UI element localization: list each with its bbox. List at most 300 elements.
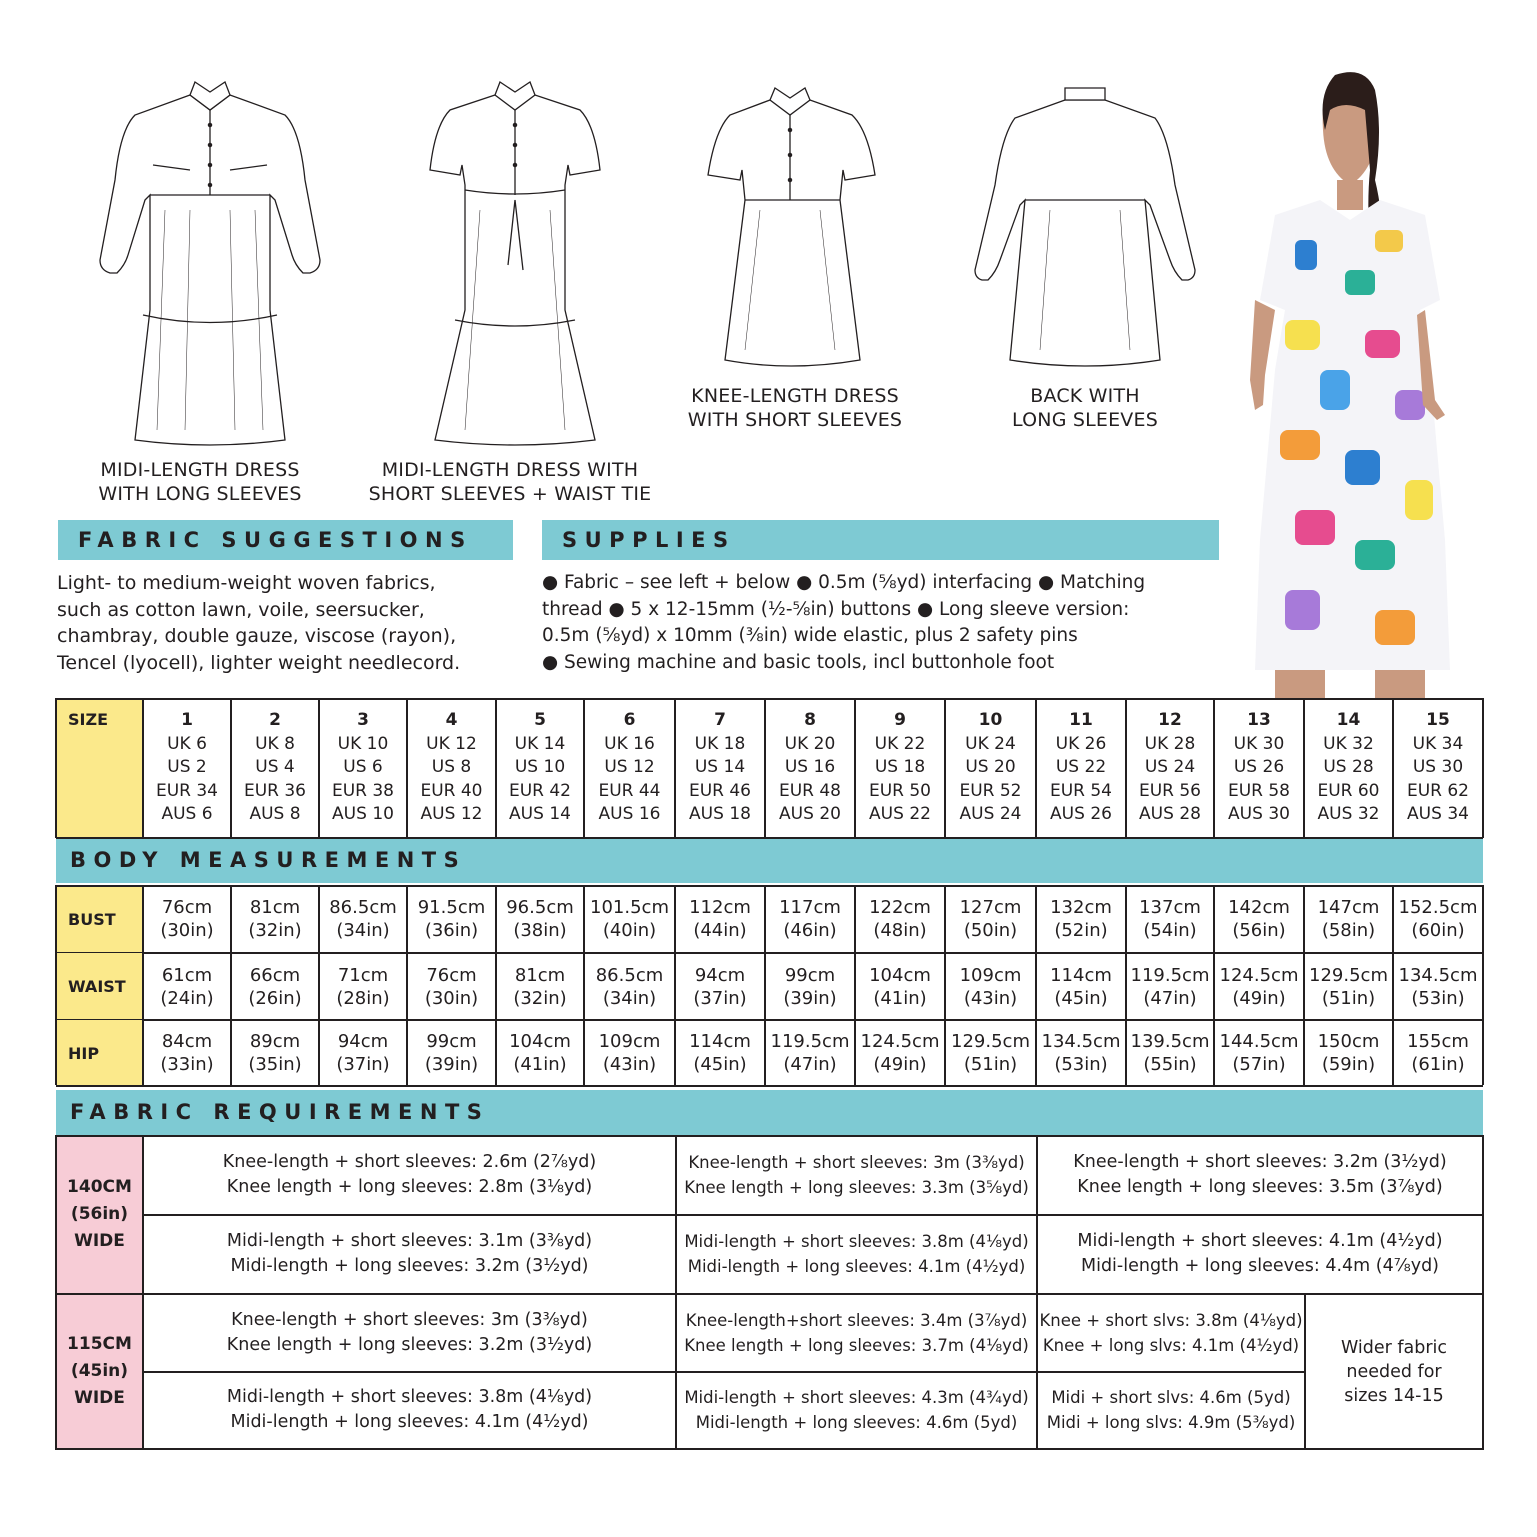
size-column-1	[143, 698, 231, 838]
cell-text: AUS 28	[1139, 804, 1201, 825]
size-column-15	[1393, 698, 1483, 838]
cell-text: Midi-length + short sleeves: 4.1m (4½yd)	[1077, 1230, 1443, 1251]
cell-text: Midi-length + long sleeves: 4.1m (4½yd)	[230, 1411, 589, 1432]
cell-text: EUR 60	[1317, 780, 1380, 801]
cell-text: 86.5cm	[595, 964, 664, 986]
measurement-cell	[1304, 1020, 1393, 1086]
cell-text: 99cm	[426, 1031, 477, 1052]
cell-text: AUS 34	[1407, 804, 1469, 825]
cell-text: EUR 48	[778, 780, 842, 801]
cell-text: 112cm	[689, 897, 751, 918]
table-rule	[56, 698, 1483, 700]
cell-text: 86.5cm	[329, 897, 397, 918]
requirement-cell	[143, 1371, 676, 1448]
table-rule	[56, 1135, 1483, 1137]
cell-text: 127cm	[959, 897, 1022, 918]
cell-text: EUR 42	[508, 780, 572, 801]
cell-text: (56in)	[1232, 920, 1286, 941]
table-rule	[318, 885, 320, 1085]
cell-text: Knee-length + short sleeves: 3.2m (3½yd)	[1073, 1151, 1447, 1172]
caption-back-long: BACK WITH LONG SLEEVES	[1012, 385, 1158, 431]
cell-text: Midi-length + short sleeves: 3.8m (4⅛yd)	[684, 1231, 1029, 1251]
table-rule	[55, 1135, 57, 1450]
cell-text: (51in)	[1321, 987, 1376, 1009]
cell-text: 134.5cm	[1041, 1031, 1121, 1052]
measurement-cell	[945, 953, 1036, 1020]
cell-text: 9	[894, 710, 906, 731]
cell-text: (55in)	[1143, 1054, 1197, 1075]
cell-text: US 6	[343, 757, 383, 778]
cell-text: US 12	[604, 757, 655, 778]
cell-text: (24in)	[160, 987, 214, 1009]
cell-text: EUR 46	[688, 780, 752, 801]
requirement-cell	[676, 1371, 1037, 1448]
cell-text: UK 6	[167, 733, 207, 754]
requirement-cell	[1037, 1371, 1305, 1448]
measurement-cell	[584, 953, 675, 1020]
cell-text: 101.5cm	[590, 897, 669, 918]
table-rule	[1482, 1135, 1484, 1450]
measurement-cell	[143, 1020, 231, 1086]
cell-text: UK 10	[337, 733, 389, 754]
table-rule	[142, 1135, 144, 1450]
table-rule	[56, 837, 1483, 839]
cell-text: 10	[978, 710, 1003, 731]
caption-knee-short: KNEE-LENGTH DRESS WITH SHORT SLEEVES	[687, 385, 903, 431]
cell-text: (43in)	[963, 987, 1018, 1009]
cell-text: (41in)	[513, 1054, 567, 1075]
cell-text: US 20	[965, 757, 1016, 778]
cell-text: 11	[1069, 710, 1093, 731]
table-rule	[854, 698, 856, 838]
cell-text: SIZE	[68, 710, 109, 729]
cell-text: (48in)	[873, 920, 927, 941]
cell-text: (34in)	[336, 920, 390, 941]
cell-text: (43in)	[602, 1054, 657, 1075]
cell-text: (49in)	[1232, 987, 1286, 1009]
measurement-cell	[231, 953, 319, 1020]
cell-text: 89cm	[249, 1031, 301, 1052]
cell-text: (41in)	[873, 987, 927, 1009]
cell-text: EUR 38	[331, 780, 395, 801]
measurement-cell	[231, 885, 319, 953]
requirement-cell	[143, 1135, 676, 1214]
cell-text: (51in)	[963, 1054, 1018, 1075]
table-rule	[944, 698, 946, 838]
size-column-9	[855, 698, 945, 838]
fabric-suggestions-text: Light- to medium-weight woven fabrics, such as cotton lawn, voile, seersucker, chambray, double gauze, viscose (rayon), Tencel (lyocell), lighter weight needlecord.	[57, 572, 461, 675]
cell-text: EUR 50	[868, 780, 932, 801]
cell-text: AUS 30	[1228, 804, 1290, 825]
measurement-cell	[855, 953, 945, 1020]
cell-text: 3	[357, 710, 369, 731]
cell-text: Midi-length + long sleeves: 3.2m (3½yd)	[230, 1255, 589, 1276]
cell-text: (32in)	[248, 920, 302, 941]
cell-text: 12	[1158, 710, 1182, 731]
cell-text: AUS 10	[332, 804, 394, 825]
measurement-cell	[1214, 885, 1304, 953]
cell-text: EUR 54	[1049, 780, 1113, 801]
table-rule	[1392, 885, 1394, 1085]
cell-text: AUS 16	[598, 804, 661, 825]
cell-text: Knee length + long sleeves: 3.3m (3⅝yd)	[684, 1177, 1029, 1197]
cell-text: AUS 22	[869, 804, 931, 825]
cell-text: (40in)	[602, 920, 657, 941]
cell-text: 129.5cm	[951, 1031, 1030, 1052]
size-column-5	[496, 698, 584, 838]
size-column-3	[319, 698, 407, 838]
requirement-cell	[676, 1135, 1037, 1214]
cell-text: AUS 12	[420, 804, 483, 825]
cell-text: (37in)	[693, 987, 747, 1009]
cell-text: 114cm	[689, 1031, 751, 1052]
cell-text: US 16	[784, 757, 836, 778]
cell-text: WIDE	[74, 1230, 125, 1251]
cell-text: (30in)	[160, 920, 214, 941]
measurement-cell	[855, 1020, 945, 1086]
cell-text: Knee length + long sleeves: 2.8m (3⅛yd)	[226, 1176, 593, 1197]
measurement-cell	[855, 885, 945, 953]
cell-text: EUR 56	[1138, 780, 1202, 801]
cell-text: Knee length + long sleeves: 3.5m (3⅞yd)	[1077, 1176, 1443, 1197]
table-rule	[495, 885, 497, 1085]
cell-text: (45in)	[70, 1361, 129, 1381]
cell-text: Midi-length + short sleeves: 4.3m (4¾yd)	[684, 1387, 1029, 1407]
cell-text: UK 14	[514, 733, 566, 754]
cell-text: (49in)	[873, 1054, 927, 1075]
cell-text: 109cm	[598, 1031, 661, 1052]
table-rule	[1392, 698, 1394, 838]
cell-text: AUS 26	[1050, 804, 1112, 825]
cell-text: 81cm	[249, 897, 301, 918]
cell-text: 76cm	[426, 964, 477, 986]
cell-text: sizes 14-15	[1344, 1385, 1444, 1406]
table-rule	[1303, 885, 1305, 1085]
table-rule	[56, 1448, 1483, 1450]
body-measurements-title: BODY MEASUREMENTS	[70, 848, 467, 872]
cell-text: AUS 14	[509, 804, 571, 825]
table-rule	[675, 1135, 677, 1450]
cell-text: US 22	[1055, 757, 1107, 778]
caption-midi-short-tie: MIDI-LENGTH DRESS WITH SHORT SLEEVES + WAIST TIE	[368, 459, 652, 505]
table-rule	[1035, 885, 1037, 1085]
cell-text: EUR 36	[243, 780, 307, 801]
measurement-cell	[407, 885, 496, 953]
cell-text: Midi-length + long sleeves: 4.1m (4½yd)	[687, 1256, 1026, 1276]
cell-text: US 2	[167, 757, 207, 778]
cell-text: (37in)	[336, 1054, 390, 1075]
cell-text: EUR 34	[155, 780, 219, 801]
table-rule	[143, 1214, 1483, 1216]
requirement-cell	[676, 1294, 1037, 1371]
table-rule	[143, 1371, 1305, 1373]
cell-text: (47in)	[783, 1054, 837, 1075]
cell-text: 119.5cm	[770, 1031, 850, 1052]
cell-text: (45in)	[693, 1054, 747, 1075]
cell-text: 99cm	[784, 964, 836, 986]
table-rule	[56, 885, 1483, 887]
cell-text: Knee + short slvs: 3.8m (4⅛yd)	[1039, 1310, 1303, 1330]
cell-text: 61cm	[161, 964, 213, 986]
cell-text: 66cm	[249, 964, 301, 986]
measurement-cell	[1036, 885, 1126, 953]
cell-text: (32in)	[513, 987, 567, 1009]
cell-text: Midi-length + long sleeves: 4.4m (4⅞yd)	[1080, 1255, 1439, 1276]
cell-text: (46in)	[783, 920, 837, 941]
cell-text: US 28	[1323, 757, 1374, 778]
measurement-cell	[319, 885, 407, 953]
measurement-cell	[765, 953, 855, 1020]
measurement-cell	[319, 953, 407, 1020]
cell-text: (33in)	[160, 1054, 214, 1075]
measurement-cell	[143, 953, 231, 1020]
cell-text: UK 28	[1144, 733, 1196, 754]
measurement-cell	[496, 885, 584, 953]
cell-text: AUS 8	[249, 804, 301, 825]
row-label-hip	[56, 1020, 143, 1086]
row-label-bust	[56, 885, 143, 953]
midi-long-sleeve-dress-illustration	[95, 70, 325, 450]
table-rule	[583, 698, 585, 838]
cell-text: 1	[181, 710, 193, 731]
supplies-title: SUPPLIES	[562, 528, 736, 552]
cell-text: UK 34	[1412, 733, 1464, 754]
cell-text: 14	[1336, 710, 1361, 731]
size-column-14	[1304, 698, 1393, 838]
size-column-8	[765, 698, 855, 838]
cell-text: needed for	[1346, 1361, 1442, 1382]
requirement-cell	[1037, 1214, 1483, 1293]
cell-text: Midi-length + long sleeves: 4.6m (5yd)	[695, 1412, 1018, 1432]
cell-text: 147cm	[1317, 897, 1380, 918]
cell-text: (61in)	[1411, 1054, 1465, 1075]
cell-text: US 30	[1412, 757, 1464, 778]
size-column-12	[1126, 698, 1214, 838]
cell-text: 155cm	[1407, 1031, 1469, 1052]
size-column-4	[407, 698, 496, 838]
measurement-cell	[584, 1020, 675, 1086]
cell-text: 114cm	[1050, 964, 1112, 986]
measurement-cell	[407, 953, 496, 1020]
measurement-cell	[945, 1020, 1036, 1086]
cell-text: Midi-length + short sleeves: 3.8m (4⅛yd)	[226, 1386, 593, 1407]
cell-text: (50in)	[963, 920, 1018, 941]
requirement-cell	[1037, 1294, 1305, 1371]
measurement-cell	[496, 953, 584, 1020]
requirement-cell	[676, 1214, 1037, 1293]
cell-text: 122cm	[869, 897, 931, 918]
back-long-sleeve-dress-illustration	[970, 80, 1200, 370]
measurement-cell	[675, 1020, 765, 1086]
table-rule	[55, 698, 57, 838]
row-label-waist	[56, 953, 143, 1020]
cell-text: 124.5cm	[860, 1031, 940, 1052]
cell-text: UK 30	[1233, 733, 1285, 754]
measurement-cell	[496, 1020, 584, 1086]
size-column-10	[945, 698, 1036, 838]
width-label-140cm	[56, 1135, 143, 1293]
cell-text: AUS 32	[1317, 804, 1380, 825]
measurement-cell	[765, 885, 855, 953]
table-rule	[1213, 885, 1215, 1085]
size-column-6	[584, 698, 675, 838]
cell-text: (56in)	[70, 1203, 129, 1224]
cell-text: UK 18	[694, 733, 746, 754]
cell-text: US 10	[514, 757, 566, 778]
body-measurements-header	[56, 838, 1483, 883]
table-rule	[406, 885, 408, 1085]
requirement-cell	[143, 1214, 676, 1293]
cell-text: UK 20	[784, 733, 836, 754]
cell-text: UK 26	[1055, 733, 1107, 754]
cell-text: US 18	[874, 757, 926, 778]
cell-text: 13	[1247, 710, 1271, 731]
table-rule	[495, 698, 497, 838]
cell-text: Knee-length+short sleeves: 3.4m (3⅞yd)	[685, 1310, 1028, 1330]
cell-text: (53in)	[1411, 987, 1465, 1009]
table-rule	[1304, 1294, 1306, 1449]
cell-text: 117cm	[779, 897, 841, 918]
cell-text: 8	[804, 710, 816, 731]
cell-text: UK 32	[1323, 733, 1374, 754]
cell-text: EUR 52	[959, 780, 1022, 801]
cell-text: EUR 44	[598, 780, 661, 801]
cell-text: WAIST	[68, 977, 126, 996]
table-rule	[1482, 698, 1484, 838]
cell-text: UK 16	[604, 733, 655, 754]
cell-text: (58in)	[1321, 920, 1376, 941]
table-rule	[854, 885, 856, 1085]
table-rule	[674, 885, 676, 1085]
fabric-requirements-header	[56, 1090, 1483, 1135]
cell-text: (47in)	[1143, 987, 1197, 1009]
size-column-13	[1214, 698, 1304, 838]
cell-text: UK 8	[255, 733, 295, 754]
cell-text: 129.5cm	[1309, 964, 1388, 986]
cell-text: 81cm	[514, 964, 566, 986]
cell-text: 124.5cm	[1219, 964, 1299, 986]
cell-text: (34in)	[602, 987, 657, 1009]
cell-text: 96.5cm	[506, 897, 574, 918]
cell-text: 2	[269, 710, 281, 731]
cell-text: (39in)	[783, 987, 837, 1009]
table-rule	[1482, 885, 1484, 1085]
fabric-requirements-title: FABRIC REQUIREMENTS	[70, 1100, 490, 1124]
table-rule	[1303, 698, 1305, 838]
cell-text: (57in)	[1232, 1054, 1286, 1075]
cell-text: EUR 40	[420, 780, 483, 801]
cell-text: (26in)	[248, 987, 302, 1009]
size-column-7	[675, 698, 765, 838]
cell-text: (36in)	[424, 920, 479, 941]
measurement-cell	[1036, 1020, 1126, 1086]
cell-text: (52in)	[1054, 920, 1108, 941]
cell-text: EUR 58	[1227, 780, 1291, 801]
cell-text: WIDE	[74, 1388, 125, 1408]
table-rule	[1125, 885, 1127, 1085]
cell-text: (35in)	[248, 1054, 302, 1075]
measurement-cell	[319, 1020, 407, 1086]
cell-text: AUS 20	[779, 804, 841, 825]
cell-text: 132cm	[1050, 897, 1112, 918]
table-rule	[1125, 698, 1127, 838]
measurement-cell	[765, 1020, 855, 1086]
table-rule	[764, 885, 766, 1085]
cell-text: 144.5cm	[1219, 1031, 1299, 1052]
cell-text: 5	[534, 710, 546, 731]
cell-text: 115CM	[67, 1334, 132, 1354]
table-rule	[230, 698, 232, 838]
table-rule	[1035, 698, 1037, 838]
cell-text: AUS 18	[689, 804, 751, 825]
measurement-cell	[945, 885, 1036, 953]
cell-text: 76cm	[161, 897, 213, 918]
cell-text: AUS 24	[959, 804, 1022, 825]
cell-text: BUST	[68, 909, 116, 929]
measurement-cell	[1126, 953, 1214, 1020]
measurement-cell	[1304, 953, 1393, 1020]
measurement-cell	[1304, 885, 1393, 953]
cell-text: 6	[623, 710, 636, 731]
table-rule	[318, 698, 320, 838]
table-rule	[1036, 1135, 1038, 1450]
table-rule	[55, 885, 57, 1085]
cell-text: Midi-length + short sleeves: 3.1m (3⅜yd)	[226, 1230, 593, 1251]
model-photo	[1225, 70, 1480, 700]
cell-text: 104cm	[509, 1031, 571, 1052]
cell-text: 91.5cm	[417, 897, 486, 918]
cell-text: Midi + long slvs: 4.9m (5⅜yd)	[1046, 1412, 1296, 1432]
measurement-cell	[1393, 885, 1483, 953]
measurement-cell	[407, 1020, 496, 1086]
fabric-suggestions-header	[58, 520, 513, 560]
cell-text: Knee + long slvs: 4.1m (4½yd)	[1042, 1335, 1300, 1355]
cell-text: 134.5cm	[1398, 964, 1478, 986]
cell-text: Knee-length + short sleeves: 3m (3⅜yd)	[231, 1309, 588, 1330]
wider-fabric-note	[1305, 1294, 1483, 1449]
midi-short-sleeve-tie-dress-illustration	[420, 70, 610, 450]
table-rule	[674, 698, 676, 838]
table-rule	[142, 885, 144, 1085]
table-rule	[583, 885, 585, 1085]
cell-text: 84cm	[161, 1031, 213, 1052]
cell-text: (45in)	[1054, 987, 1108, 1009]
cell-text: (53in)	[1054, 1054, 1108, 1075]
cell-text: Knee-length + short sleeves: 3m (3⅜yd)	[688, 1152, 1025, 1172]
table-rule	[142, 698, 144, 838]
supplies-header	[542, 520, 1219, 560]
cell-text: 109cm	[959, 964, 1022, 986]
cell-text: Knee length + long sleeves: 3.2m (3½yd)	[226, 1334, 593, 1355]
cell-text: US 4	[255, 757, 295, 778]
table-rule	[944, 885, 946, 1085]
cell-text: (28in)	[336, 987, 390, 1009]
cell-text: 140CM	[67, 1176, 132, 1197]
table-rule	[1213, 698, 1215, 838]
cell-text: (44in)	[693, 920, 747, 941]
cell-text: 4	[445, 710, 458, 731]
cell-text: US 24	[1144, 757, 1196, 778]
cell-text: 119.5cm	[1130, 964, 1210, 986]
cell-text: 150cm	[1317, 1031, 1380, 1052]
cell-text: 152.5cm	[1398, 897, 1478, 918]
caption-midi-long: MIDI-LENGTH DRESS WITH LONG SLEEVES	[98, 459, 302, 505]
cell-text: 94cm	[337, 1031, 389, 1052]
knee-short-sleeve-dress-illustration	[700, 80, 880, 370]
cell-text: HIP	[68, 1043, 100, 1063]
table-rule	[56, 1293, 1483, 1295]
cell-text: UK 12	[426, 733, 477, 754]
